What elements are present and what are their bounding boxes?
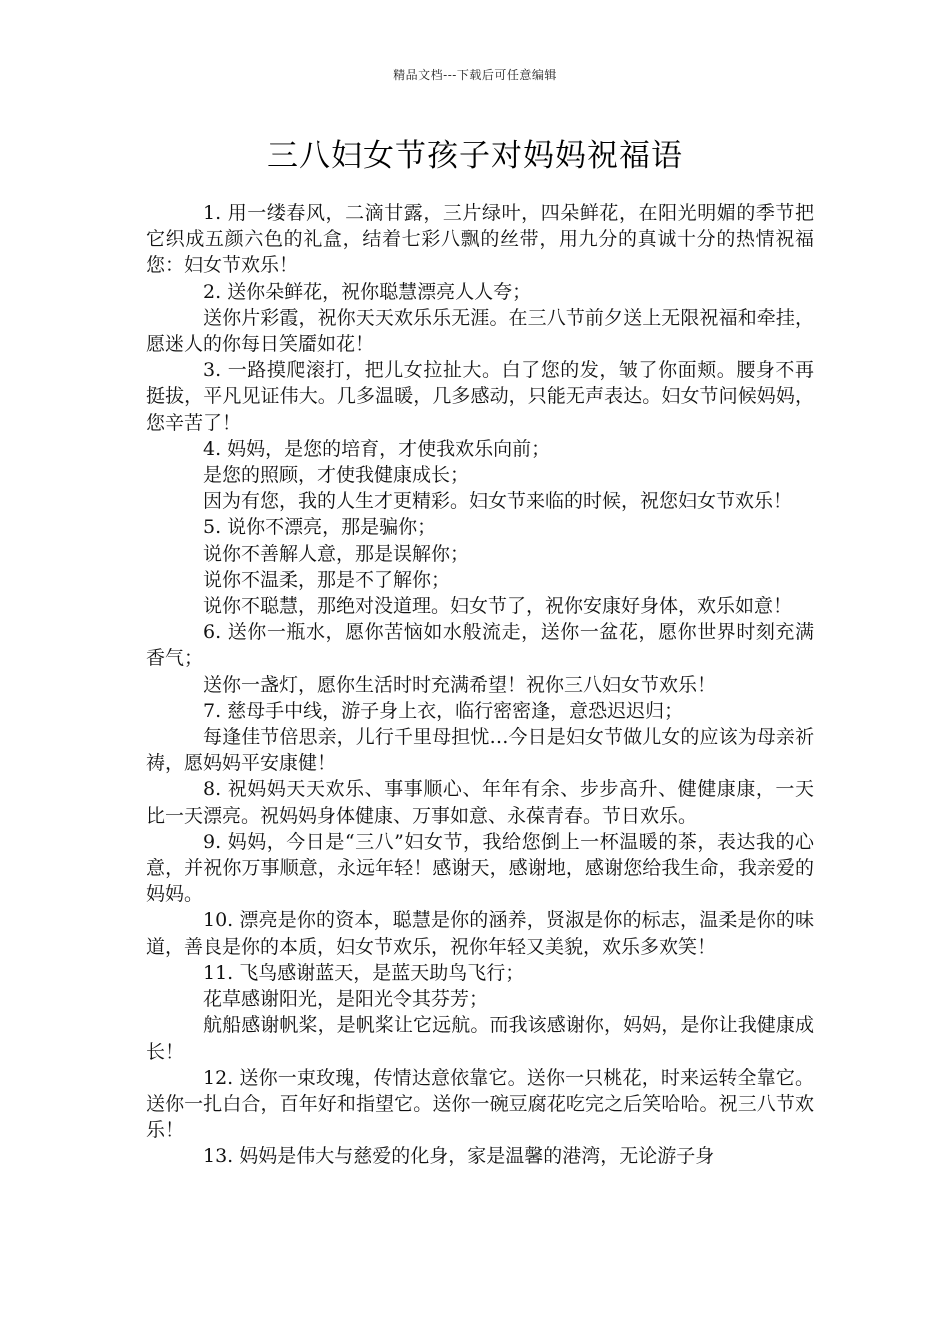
paragraph: 是您的照顾，才使我健康成长； bbox=[203, 464, 470, 487]
paragraph: 花草感谢阳光，是阳光令其芬芳； bbox=[203, 988, 489, 1011]
page-header: 精品文档---下载后可任意编辑 bbox=[393, 68, 557, 82]
document-title: 三八妇女节孩子对妈妈祝福语 bbox=[267, 138, 683, 174]
paragraph: 送你片彩霞，祝你天天欢乐乐无涯。在三八节前夕送上无限祝福和牵挂，愿迷人的你每日笑靥如花！ bbox=[146, 306, 814, 356]
paragraph: 8. 祝妈妈天天欢乐、事事顺心、年年有余、步步高升、健健康康，一天比一天漂亮。祝妈妈身体健康、万事如意、永葆青春。节日欢乐。 bbox=[146, 778, 814, 827]
paragraph: 说你不聪慧，那绝对没道理。妇女节了，祝你安康好身体，欢乐如意！ bbox=[203, 595, 793, 618]
paragraph: 说你不温柔，那是不了解你； bbox=[203, 568, 451, 591]
paragraph: 9. 妈妈，今日是“三八”妇女节，我给您倒上一杯温暖的茶，表达我的心意，并祝你万事顺意，永远年轻！感谢天，感谢地，感谢您给我生命，我亲爱的妈妈。 bbox=[146, 830, 814, 906]
paragraph: 3. 一路摸爬滚打，把儿女拉扯大。白了您的发，皱了你面颊。腰身不再挺拔，平凡见证伟大。几多温暖，几多感动，只能无声表达。妇女节问候妈妈，您辛苦了！ bbox=[146, 359, 814, 434]
paragraph: 11. 飞鸟感谢蓝天，是蓝天助鸟飞行； bbox=[203, 961, 525, 984]
paragraph: 5. 说你不漂亮，那是骗你； bbox=[203, 516, 437, 539]
paragraph: 6. 送你一瓶水，愿你苦恼如水般流走，送你一盆花，愿你世界时刻充满香气； bbox=[146, 621, 814, 670]
paragraph: 12. 送你一束玫瑰，传情达意依靠它。送你一只桃花，时来运转全靠它。送你一扎白合，百年好和指望它。送你一碗豆腐花吃完之后笑哈哈。祝三八节欢乐！ bbox=[146, 1066, 814, 1142]
document-body bbox=[146, 200, 814, 1170]
paragraph: 航船感谢帆桨，是帆桨让它远航。而我该感谢你，妈妈，是你让我健康成长！ bbox=[146, 1014, 814, 1063]
paragraph: 说你不善解人意，那是误解你； bbox=[203, 542, 470, 565]
paragraph: 13. 妈妈是伟大与慈爱的化身，家是温馨的港湾，无论游子身 bbox=[203, 1145, 715, 1168]
paragraph: 1. 用一缕春风，二滴甘露，三片绿叶，四朵鲜花，在阳光明媚的季节把它织成五颜六色的礼盒，结着七彩八飘的丝带，用九分的真诚十分的热情祝福您：妇女节欢乐！ bbox=[146, 202, 814, 277]
paragraph: 7. 慈母手中线，游子身上衣，临行密密逢，意恐迟迟归； bbox=[203, 699, 684, 722]
paragraph: 4. 妈妈，是您的培育，才使我欢乐向前； bbox=[203, 437, 551, 460]
paragraph: 每逢佳节倍思亲，儿行千里母担忧…今日是妇女节做儿女的应该为母亲祈祷，愿妈妈平安康健！ bbox=[146, 726, 814, 775]
paragraph: 10. 漂亮是你的资本，聪慧是你的涵养，贤淑是你的标志，温柔是你的味道，善良是你的本质，妇女节欢乐，祝你年轻又美貌，欢乐多欢笑！ bbox=[146, 909, 814, 958]
paragraph: 2. 送你朵鲜花，祝你聪慧漂亮人人夸； bbox=[203, 280, 532, 303]
paragraph: 送你一盏灯，愿你生活时时充满希望！祝你三八妇女节欢乐！ bbox=[203, 673, 717, 696]
paragraph: 因为有您，我的人生才更精彩。妇女节来临的时候，祝您妇女节欢乐！ bbox=[203, 490, 793, 513]
